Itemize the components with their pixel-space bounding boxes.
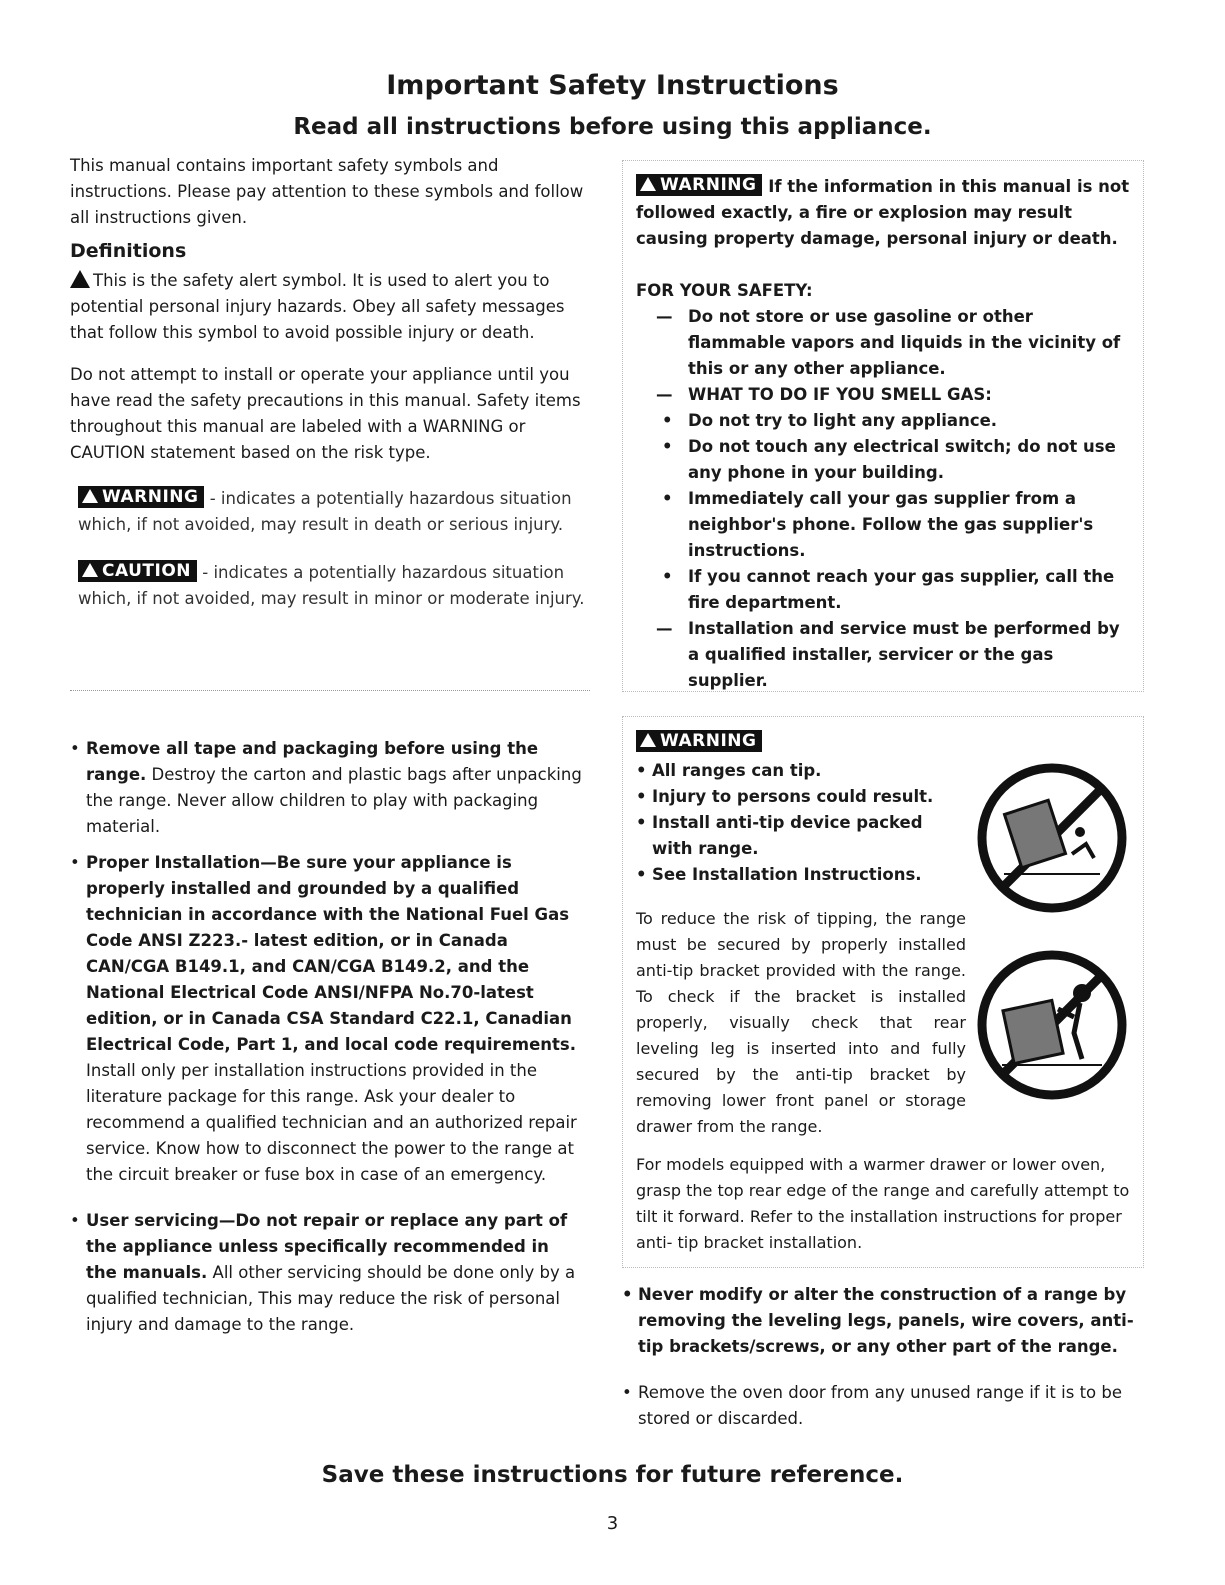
risk-type-paragraph: Do not attempt to install or operate your appliance until you have read the safety precautions in this manual. Safety items throughout this manual are labeled with a WARNING or CAUTION statement based on the risk type.	[70, 365, 581, 462]
list-item: • See Installation Instructions.	[636, 865, 922, 884]
list-item: • Do not try to light any appliance.	[662, 411, 998, 430]
definitions-heading: Definitions	[70, 240, 187, 262]
list-item: — WHAT TO DO IF YOU SMELL GAS:	[656, 385, 992, 404]
list-item: • Never modify or alter the construction of a range by removing the leveling legs, panels, wire covers, anti-tip brackets/screws, or any other part of the range.	[622, 1285, 1134, 1356]
packaging-bold-text: Remove all tape and packaging before using the range.	[86, 739, 539, 784]
warning-definition	[70, 486, 590, 538]
list-item: — Installation and service must be performed by a qualified installer, servicer or the gas supplier.	[656, 619, 1120, 690]
warning-badge: WARNING	[636, 174, 762, 196]
servicing-text: All other servicing should be done only by a qualified technician, This may reduce the risk of personal injury and damage to the range.	[86, 1263, 576, 1334]
right-bullet-list	[622, 1282, 1137, 1432]
page-title: Important Safety Instructions	[386, 70, 839, 101]
warning-badge: WARNING	[78, 486, 204, 508]
for-your-safety-heading: FOR YOUR SAFETY:	[636, 281, 813, 300]
warning-definition-text: - indicates a potentially hazardous situation which, if not avoided, may result in death or serious injury.	[78, 489, 572, 534]
tip-paragraph-1: To reduce the risk of tipping, the range must be secured by properly installed anti-tip bracket provided with the range. To check if the bracket is installed properly, visually check that rear leveling leg is inserted into and fully secured by the anti-tip bracket by removing lower front panel or storage drawer from the range.	[636, 909, 966, 1136]
gas-warning-lead-text: If the information in this manual is not followed exactly, a fire or explosion may result causing property damage, personal injury or death.	[636, 177, 1130, 248]
list-item: • User servicing—Do not repair or replace any part of the appliance unless specifically recommended in the manuals. All other servicing should be done only by a qualified technician, This may reduce the risk of personal injury and damage to the range.	[70, 1211, 576, 1334]
tip-paragraph-2: For models equipped with a warmer drawer or lower oven, grasp the top rear edge of the range and carefully attempt to tilt it forward. Refer to the installation instructions for proper anti- tip bracket installation.	[636, 1155, 1130, 1252]
definitions-section	[70, 240, 590, 612]
list-item: • Remove all tape and packaging before using the range. Destroy the carton and plastic bags after unpacking the range. Never allow children to play with packaging material.	[70, 739, 582, 836]
installation-text: Install only per installation instructions provided in the literature package for this range. Ask your dealer to recommend a qualified technician and an authorized repair service. Know how to disconnect the power to the range at the circuit breaker or fuse box in case of an emergency.	[86, 1061, 577, 1184]
list-item: • Immediately call your gas supplier from a neighbor's phone. Follow the gas supplier's instructions.	[662, 489, 1094, 560]
list-item: — Do not store or use gasoline or other flammable vapors and liquids in the vicinity of this or any other appliance.	[656, 307, 1121, 378]
section-divider	[70, 690, 590, 691]
gas-warning-content	[636, 174, 1132, 694]
list-item: • Install anti-tip device packed with range.	[636, 813, 923, 858]
list-item: • Remove the oven door from any unused range if it is to be stored or discarded.	[622, 1383, 1123, 1428]
intro-paragraph: This manual contains important safety symbols and instructions. Please pay attention to these symbols and follow all instructions given.	[70, 156, 584, 227]
list-item: • All ranges can tip.	[636, 761, 822, 780]
warning-triangle-icon	[82, 489, 98, 503]
tip-warning-content	[636, 730, 966, 1140]
save-instructions-footer: Save these instructions for future reference.	[321, 1462, 904, 1488]
warning-triangle-icon	[640, 733, 656, 747]
safety-alert-icon	[70, 270, 90, 288]
page-subtitle: Read all instructions before using this appliance.	[293, 114, 932, 140]
anti-tip-bracket-illustration-icon	[972, 945, 1132, 1105]
list-item: • Do not touch any electrical switch; do not use any phone in your building.	[662, 437, 1116, 482]
packaging-text: Destroy the carton and plastic bags after unpacking the range. Never allow children to play with packaging material.	[86, 765, 582, 836]
caution-definition-text: - indicates a potentially hazardous situation which, if not avoided, may result in minor or moderate injury.	[78, 563, 585, 608]
servicing-bold-text: User servicing—Do not repair or replace any part of the appliance unless specifically recommended in the manuals.	[86, 1211, 568, 1282]
list-item: • If you cannot reach your gas supplier, call the fire department.	[662, 567, 1115, 612]
caution-triangle-icon	[82, 563, 98, 577]
page-number: 3	[606, 1513, 619, 1534]
warning-badge: WARNING	[636, 730, 762, 752]
warning-triangle-icon	[640, 177, 656, 191]
list-item: • Proper Installation—Be sure your appliance is properly installed and grounded by a qualified technician in accordance with the National Fuel Gas Code ANSI Z223.- latest edition, or in Canada CAN/CGA B149.1, and CAN/CGA B149.2, and the National Electrical Code ANSI/NFPA No.70-latest edition, or in Canada CSA Standard C22.1, Canadian Electrical Code, Part 1, and local code requirements. Install only per installation instructions provided in the literature package for this range. Ask your dealer to recommend a qualified technician and an authorized repair service. Know how to disconnect the power to the range at the circuit breaker or fuse box in case of an emergency.	[70, 853, 577, 1184]
left-bullet-list	[70, 736, 585, 1338]
range-tipping-illustration-icon	[972, 758, 1132, 918]
caution-definition	[70, 560, 590, 612]
alert-paragraph	[70, 268, 590, 346]
installation-bold-text: Proper Installation—Be sure your appliance is properly installed and grounded by a qualified technician in accordance with the National Fuel Gas Code ANSI Z223.- latest edition, or in Canada CAN/CGA B149.1, and CAN/CGA B149.2, and the National Electrical Code ANSI/NFPA No.70-latest edition, or in Canada CSA Standard C22.1, Canadian Electrical Code, Part 1, and local code requirements.	[86, 853, 576, 1054]
caution-badge: CAUTION	[78, 560, 197, 582]
alert-text: This is the safety alert symbol. It is used to alert you to potential personal injury hazards. Obey all safety messages that follow this symbol to avoid possible injury or death.	[70, 271, 565, 342]
list-item: • Injury to persons could result.	[636, 787, 934, 806]
gas-warning-lead	[636, 174, 1132, 252]
